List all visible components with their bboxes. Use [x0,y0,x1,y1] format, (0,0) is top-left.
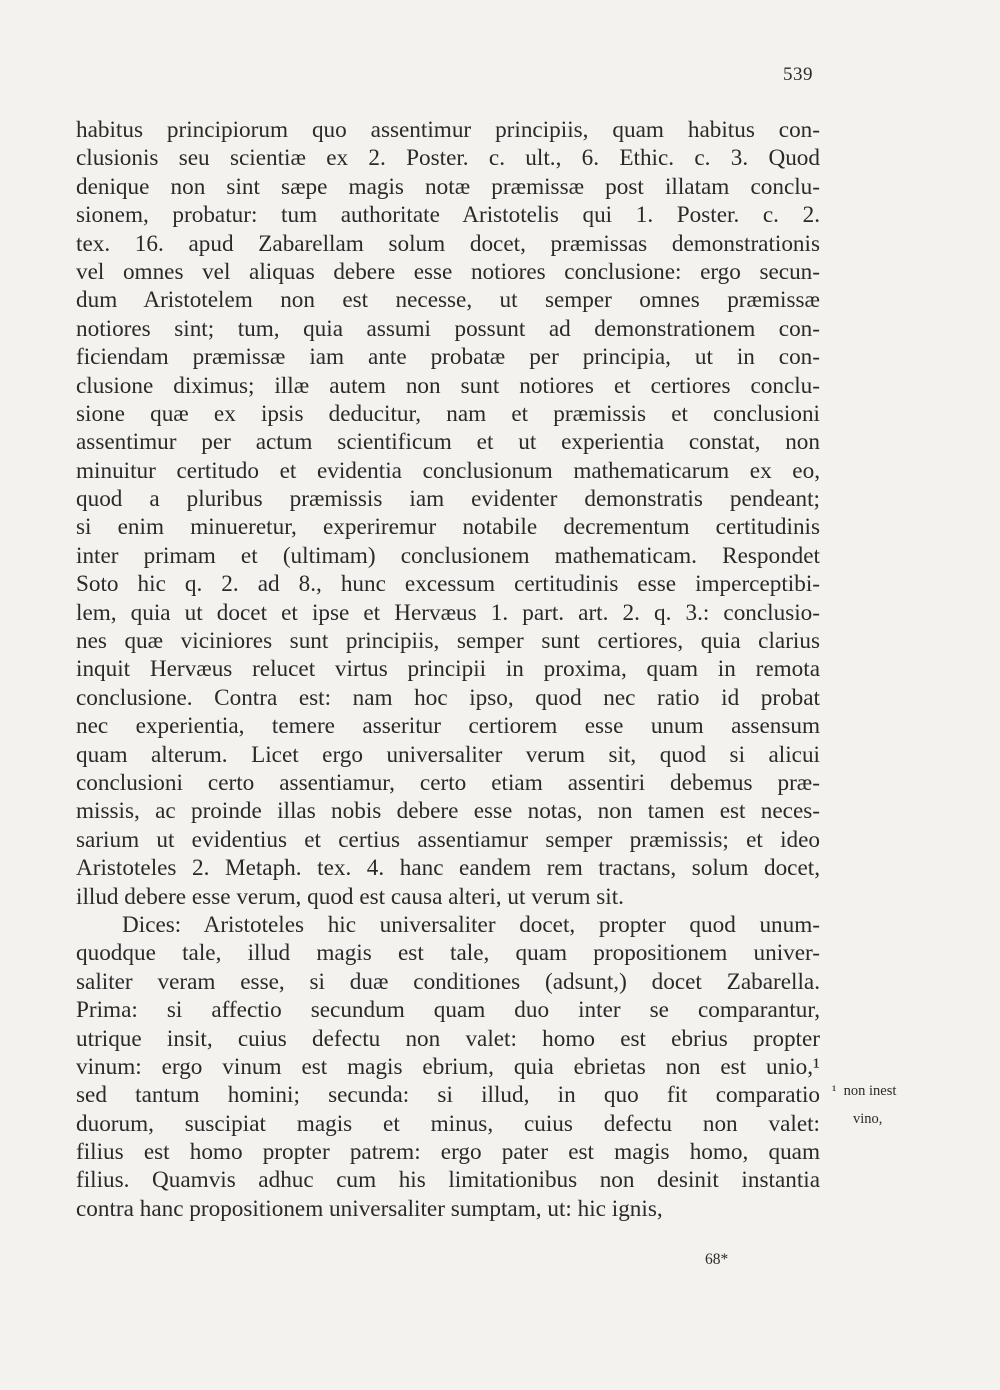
text-line: Soto hic q. 2. ad 8., hunc excessum certitudinis esse imperceptibi- [76,571,820,598]
text-line: Prima: si affectio secundum quam duo inter se comparantur, [76,997,820,1024]
text-line: vinum: ergo vinum est magis ebrium, quia ebrietas non est unio,¹ [76,1053,820,1080]
marginal-note-line-1 [832,1077,942,1105]
text-line: filius est homo propter patrem: ergo pater est magis homo, quam [76,1139,820,1166]
text-line: sione quæ ex ipsis deducitur, nam et præmissis et conclusioni [76,400,820,427]
footnote-marker: ¹ [832,1083,837,1099]
text-line: Dices: Aristoteles hic universaliter docet, propter quod unum- [122,911,820,938]
text-line: contra hanc propositionem universaliter sumptam, ut: hic ignis, [76,1195,663,1222]
text-line: sionem, probatur: tum authoritate Aristotelis qui 1. Poster. c. 2. [76,202,820,229]
text-line: notiores sint; tum, quia assumi possunt ad demonstrationem con- [76,315,820,342]
text-line: si enim minueretur, experiremur notabile decrementum certitudinis [76,514,820,541]
text-line: quodque tale, illud magis est tale, quam propositionem univer- [76,940,820,967]
text-line: utrique insit, cuius defectu non valet: homo est ebrius propter [76,1025,820,1052]
text-line: inter primam et (ultimam) conclusionem mathematicam. Respondet [76,542,820,569]
text-line: vel omnes vel aliquas debere esse notiores conclusione: ergo secun- [76,258,820,285]
text-line: ficiendam præmissæ iam ante probatæ per principia, ut in con- [76,344,820,371]
text-line: tex. 16. apud Zabarellam solum docet, præmissas demonstrationis [76,230,820,257]
text-line: quod a pluribus præmissis iam evidenter demonstratis pendeant; [76,486,820,513]
text-line: nes quæ viciniores sunt principiis, semper sunt certiores, quia clarius [76,628,820,655]
text-line: illud debere esse verum, quod est causa alteri, ut verum sit. [76,883,624,910]
text-line: conclusione. Contra est: nam hoc ipso, quod nec ratio id probat [76,684,820,711]
text-line: sarium ut evidentius et certius assentiamur semper præmissis; et ideo [76,826,820,853]
marginal-note [832,1077,942,1133]
body-text [76,116,820,1223]
text-line: minuitur certitudo et evidentia conclusionum mathematicarum ex eo, [76,457,820,484]
text-line: missis, ac proinde illas nobis debere esse notas, non tamen est neces- [76,798,820,825]
text-line: quam alterum. Licet ergo universaliter verum sit, quod si alicui [76,741,820,768]
text-line: Aristoteles 2. Metaph. tex. 4. hanc eandem rem tractans, solum docet, [76,855,820,882]
text-line: clusione diximus; illæ autem non sunt notiores et certiores conclu- [76,372,820,399]
text-line: habitus principiorum quo assentimur principiis, quam habitus con- [76,117,820,143]
text-line: assentimur per actum scientificum et ut experientia constat, non [76,429,820,456]
marginal-note-text-1: non inest [843,1083,897,1099]
text-line: nec experientia, temere asseritur certiorem esse unum assensum [76,713,820,740]
text-line: clusionis seu scientiæ ex 2. Poster. c. ult., 6. Ethic. c. 3. Quod [76,145,820,172]
text-line: duorum, suscipiat magis et minus, cuius defectu non valet: [76,1110,820,1137]
paragraph-1 [76,116,820,911]
signature-mark: 68* [705,1251,729,1268]
text-line: dum Aristotelem non est necesse, ut semper omnes præmissæ [76,287,820,314]
marginal-note-line-2: vino, [853,1111,883,1127]
text-line: denique non sint sæpe magis notæ præmissæ post illatam conclu- [76,173,820,200]
text-line: filius. Quamvis adhuc cum his limitationibus non desinit instantia [76,1167,820,1194]
text-line: lem, quia ut docet et ipse et Hervæus 1. part. art. 2. q. 3.: conclusio- [76,599,820,626]
text-line: sed tantum homini; secunda: si illud, in quo fit comparatio [76,1082,820,1109]
text-line: conclusioni certo assentiamur, certo etiam assentiri debemus præ- [76,769,820,796]
text-line: inquit Hervæus relucet virtus principii in proxima, quam in remota [76,656,820,683]
text-line: saliter veram esse, si duæ conditiones (adsunt,) docet Zabarella. [76,968,820,995]
paragraph-2 [76,911,820,1223]
page-number: 539 [783,64,813,85]
